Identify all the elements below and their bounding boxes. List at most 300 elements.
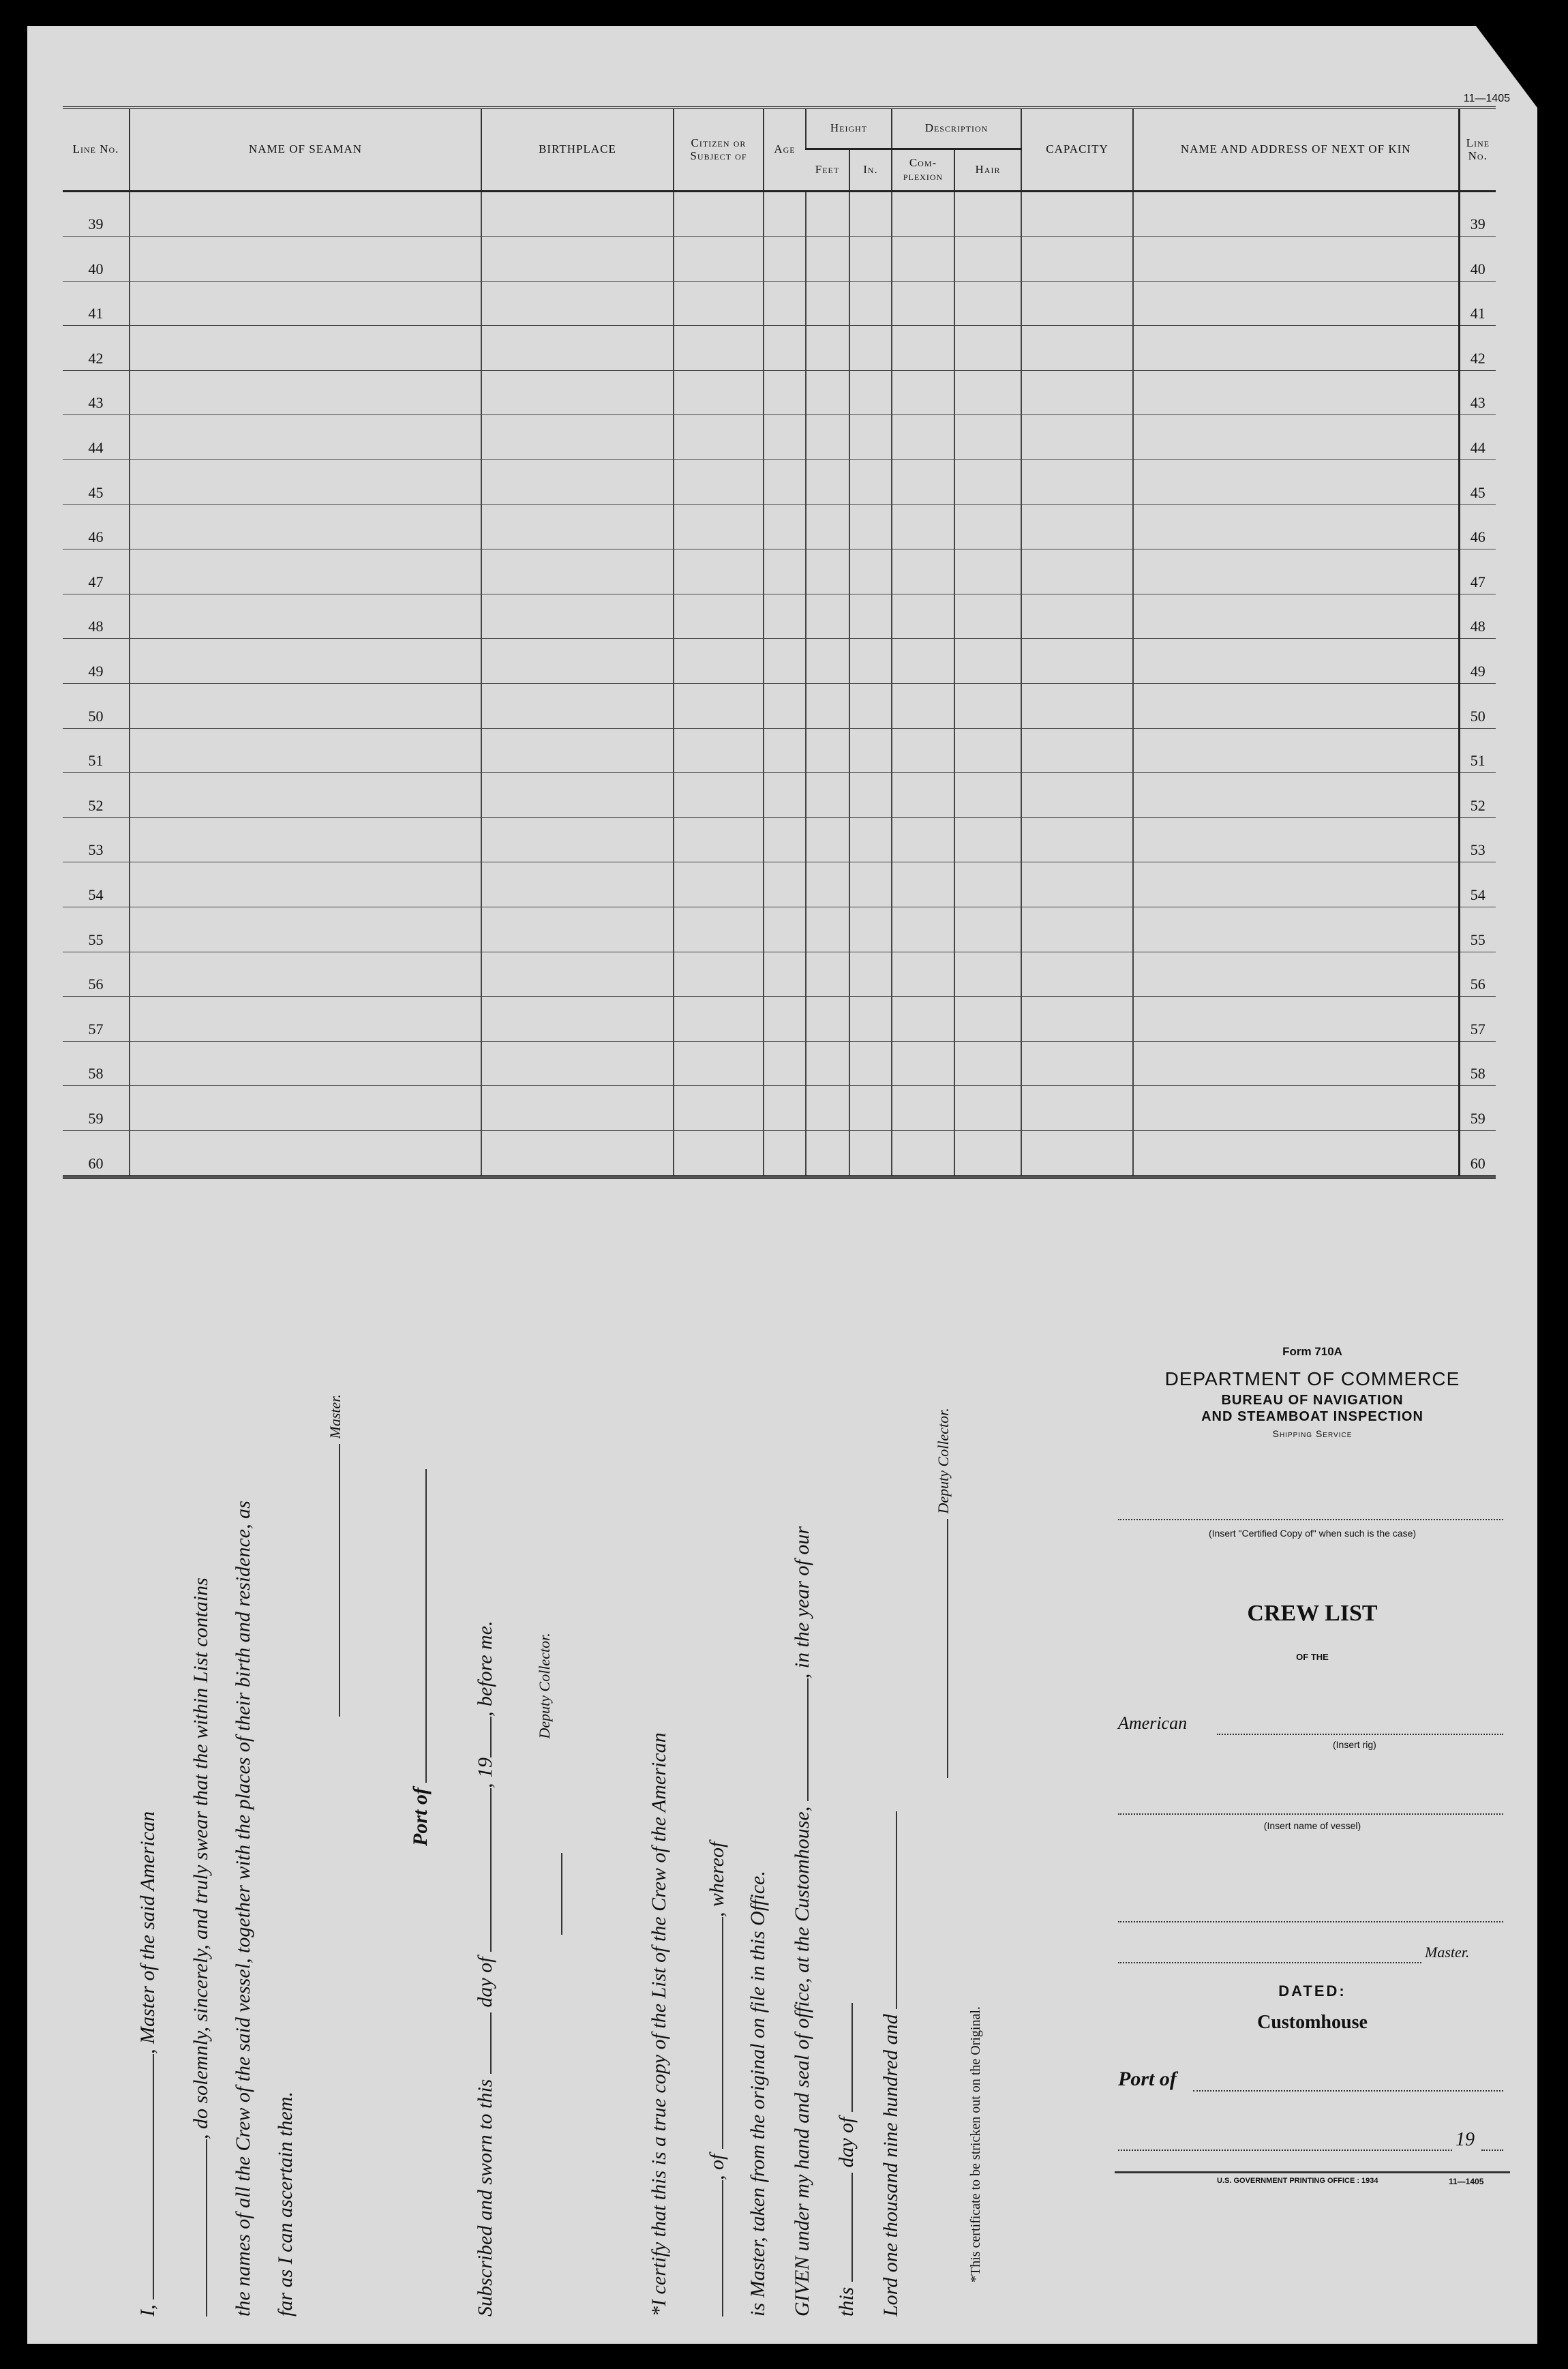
capacity-cell[interactable] bbox=[1021, 817, 1133, 862]
capacity-cell[interactable] bbox=[1021, 191, 1133, 237]
complexion-cell[interactable] bbox=[892, 1086, 954, 1131]
hair-cell[interactable] bbox=[954, 639, 1021, 684]
complexion-cell[interactable] bbox=[892, 370, 954, 415]
age-cell[interactable] bbox=[764, 907, 806, 952]
age-cell[interactable] bbox=[764, 191, 806, 237]
next-of-kin-cell[interactable] bbox=[1133, 594, 1459, 639]
next-of-kin-cell[interactable] bbox=[1133, 370, 1459, 415]
next-of-kin-cell[interactable] bbox=[1133, 773, 1459, 818]
inches-cell[interactable] bbox=[849, 997, 892, 1042]
inches-cell[interactable] bbox=[849, 504, 892, 549]
birthplace-cell[interactable] bbox=[481, 281, 674, 326]
birthplace-cell[interactable] bbox=[481, 728, 674, 773]
hair-cell[interactable] bbox=[954, 1086, 1021, 1131]
seaman-name-cell[interactable] bbox=[130, 907, 481, 952]
age-cell[interactable] bbox=[764, 684, 806, 729]
citizen-cell[interactable] bbox=[674, 817, 764, 862]
next-of-kin-cell[interactable] bbox=[1133, 862, 1459, 907]
next-of-kin-cell[interactable] bbox=[1133, 728, 1459, 773]
feet-cell[interactable] bbox=[806, 1041, 849, 1086]
given-day-blank[interactable] bbox=[836, 2173, 853, 2282]
age-cell[interactable] bbox=[764, 997, 806, 1042]
next-of-kin-cell[interactable] bbox=[1133, 460, 1459, 505]
capacity-cell[interactable] bbox=[1021, 460, 1133, 505]
header-citizen: Citizen or Subject of bbox=[674, 108, 764, 191]
complexion-cell[interactable] bbox=[892, 684, 954, 729]
birthplace-cell[interactable] bbox=[481, 1086, 674, 1131]
citizen-cell[interactable] bbox=[674, 504, 764, 549]
insert-vessel-note: (Insert name of vessel) bbox=[1263, 1820, 1361, 1831]
complexion-cell[interactable] bbox=[892, 1130, 954, 1177]
line-number-right: 56 bbox=[1459, 952, 1496, 997]
feet-cell[interactable] bbox=[806, 1086, 849, 1131]
citizen-cell[interactable] bbox=[674, 549, 764, 594]
header-inches: In. bbox=[849, 149, 892, 191]
next-of-kin-cell[interactable] bbox=[1133, 1130, 1459, 1177]
oath-line-2 bbox=[190, 1578, 213, 2317]
citizen-cell[interactable] bbox=[674, 460, 764, 505]
deputy-collector-label-2: Deputy Collector. bbox=[935, 1408, 952, 1514]
inches-cell[interactable] bbox=[849, 817, 892, 862]
seaman-name-cell[interactable] bbox=[130, 773, 481, 818]
line-number: 47 bbox=[63, 549, 130, 594]
hair-cell[interactable] bbox=[954, 237, 1021, 282]
age-cell[interactable] bbox=[764, 549, 806, 594]
complexion-cell[interactable] bbox=[892, 639, 954, 684]
feet-cell[interactable] bbox=[806, 728, 849, 773]
feet-cell[interactable] bbox=[806, 684, 849, 729]
age-cell[interactable] bbox=[764, 460, 806, 505]
age-cell[interactable] bbox=[764, 415, 806, 460]
header-feet: Feet bbox=[806, 149, 849, 191]
line-number-right: 48 bbox=[1459, 594, 1496, 639]
header-hair: Hair bbox=[954, 149, 1021, 191]
vessel-name-blank-cover[interactable] bbox=[1118, 1813, 1503, 1815]
hair-cell[interactable] bbox=[954, 1041, 1021, 1086]
birthplace-cell[interactable] bbox=[481, 415, 674, 460]
birthplace-cell[interactable] bbox=[481, 952, 674, 997]
given-month-blank[interactable] bbox=[836, 2003, 853, 2112]
inches-cell[interactable] bbox=[849, 1041, 892, 1086]
citizen-cell[interactable] bbox=[674, 191, 764, 237]
next-of-kin-cell[interactable] bbox=[1133, 415, 1459, 460]
feet-cell[interactable] bbox=[806, 237, 849, 282]
birthplace-cell[interactable] bbox=[481, 549, 674, 594]
hair-cell[interactable] bbox=[954, 907, 1021, 952]
seaman-name-cell[interactable] bbox=[130, 952, 481, 997]
seaman-name-cell[interactable] bbox=[130, 817, 481, 862]
complexion-cell[interactable] bbox=[892, 191, 954, 237]
bureau-line-2: AND STEAMBOAT INSPECTION bbox=[1201, 1409, 1423, 1424]
hair-cell[interactable] bbox=[954, 952, 1021, 997]
seaman-name-cell[interactable] bbox=[130, 504, 481, 549]
inches-cell[interactable] bbox=[849, 415, 892, 460]
line-number: 46 bbox=[63, 504, 130, 549]
inches-cell[interactable] bbox=[849, 191, 892, 237]
given-this: this bbox=[835, 2287, 858, 2317]
inches-cell[interactable] bbox=[849, 549, 892, 594]
capacity-cell[interactable] bbox=[1021, 639, 1133, 684]
capacity-cell[interactable] bbox=[1021, 594, 1133, 639]
subscribed-day-blank[interactable] bbox=[475, 2012, 492, 2074]
age-cell[interactable] bbox=[764, 1041, 806, 1086]
inches-cell[interactable] bbox=[849, 370, 892, 415]
table-row bbox=[63, 639, 1496, 684]
next-of-kin-cell[interactable] bbox=[1133, 281, 1459, 326]
oath-line-4: far as I can ascertain them. bbox=[274, 2092, 297, 2317]
footnote: *This certificate to be stricken out on the Original. bbox=[968, 2006, 983, 2282]
hair-cell[interactable] bbox=[954, 817, 1021, 862]
next-of-kin-cell[interactable] bbox=[1133, 684, 1459, 729]
port-blank-2[interactable] bbox=[707, 1917, 723, 2149]
next-of-kin-cell[interactable] bbox=[1133, 549, 1459, 594]
customhouse-blank[interactable] bbox=[792, 1678, 809, 1801]
customhouse-label: Customhouse bbox=[1257, 2012, 1368, 2033]
capacity-cell[interactable] bbox=[1021, 415, 1133, 460]
seaman-name-cell[interactable] bbox=[130, 281, 481, 326]
next-of-kin-cell[interactable] bbox=[1133, 237, 1459, 282]
birthplace-cell[interactable] bbox=[481, 862, 674, 907]
inches-cell[interactable] bbox=[849, 281, 892, 326]
age-cell[interactable] bbox=[764, 817, 806, 862]
oath-i: I, bbox=[136, 2304, 159, 2317]
complexion-cell[interactable] bbox=[892, 281, 954, 326]
citizen-cell[interactable] bbox=[674, 415, 764, 460]
seaman-name-cell[interactable] bbox=[130, 594, 481, 639]
age-cell[interactable] bbox=[764, 370, 806, 415]
table-row bbox=[63, 326, 1496, 371]
next-of-kin-cell[interactable] bbox=[1133, 639, 1459, 684]
capacity-cell[interactable] bbox=[1021, 684, 1133, 729]
line-number: 58 bbox=[63, 1041, 130, 1086]
age-cell[interactable] bbox=[764, 728, 806, 773]
hair-cell[interactable] bbox=[954, 281, 1021, 326]
citizen-cell[interactable] bbox=[674, 773, 764, 818]
complexion-cell[interactable] bbox=[892, 415, 954, 460]
birthplace-cell[interactable] bbox=[481, 639, 674, 684]
seaman-name-cell[interactable] bbox=[130, 1041, 481, 1086]
age-cell[interactable] bbox=[764, 594, 806, 639]
seaman-name-cell[interactable] bbox=[130, 997, 481, 1042]
port-of-label: Port of bbox=[409, 1787, 432, 1846]
next-of-kin-cell[interactable] bbox=[1133, 1086, 1459, 1131]
feet-cell[interactable] bbox=[806, 1130, 849, 1177]
date-blank-cover[interactable] bbox=[1118, 2149, 1452, 2151]
complexion-cell[interactable] bbox=[892, 326, 954, 371]
citizen-cell[interactable] bbox=[674, 1041, 764, 1086]
year-blank-cover[interactable] bbox=[1481, 2149, 1503, 2151]
complexion-cell[interactable] bbox=[892, 817, 954, 862]
age-cell[interactable] bbox=[764, 952, 806, 997]
hair-cell[interactable] bbox=[954, 549, 1021, 594]
birthplace-cell[interactable] bbox=[481, 907, 674, 952]
capacity-cell[interactable] bbox=[1021, 237, 1133, 282]
hair-cell[interactable] bbox=[954, 326, 1021, 371]
birthplace-cell[interactable] bbox=[481, 684, 674, 729]
feet-cell[interactable] bbox=[806, 326, 849, 371]
feet-cell[interactable] bbox=[806, 504, 849, 549]
next-of-kin-cell[interactable] bbox=[1133, 504, 1459, 549]
feet-cell[interactable] bbox=[806, 549, 849, 594]
complexion-cell[interactable] bbox=[892, 460, 954, 505]
table-row bbox=[63, 594, 1496, 639]
birthplace-cell[interactable] bbox=[481, 460, 674, 505]
master-signature bbox=[322, 1394, 346, 1717]
deputy-signature-blank[interactable] bbox=[932, 1519, 948, 1778]
complexion-cell[interactable] bbox=[892, 728, 954, 773]
inches-cell[interactable] bbox=[849, 862, 892, 907]
line-number-right: 50 bbox=[1459, 684, 1496, 729]
hair-cell[interactable] bbox=[954, 684, 1021, 729]
complexion-cell[interactable] bbox=[892, 504, 954, 549]
citizen-cell[interactable] bbox=[674, 728, 764, 773]
capacity-cell[interactable] bbox=[1021, 773, 1133, 818]
next-of-kin-cell[interactable] bbox=[1133, 817, 1459, 862]
citizen-cell[interactable] bbox=[674, 907, 764, 952]
table-row bbox=[63, 1086, 1496, 1131]
header-birthplace: BIRTHPLACE bbox=[481, 108, 674, 191]
birthplace-cell[interactable] bbox=[481, 773, 674, 818]
oath-line-3: the names of all the Crew of the said vessel, together with the places of their birth and residence, as bbox=[232, 1500, 254, 2317]
seaman-name-cell[interactable] bbox=[130, 191, 481, 237]
age-cell[interactable] bbox=[764, 1130, 806, 1177]
capacity-cell[interactable] bbox=[1021, 549, 1133, 594]
birthplace-cell[interactable] bbox=[481, 370, 674, 415]
capacity-cell[interactable] bbox=[1021, 728, 1133, 773]
citizen-cell[interactable] bbox=[674, 952, 764, 997]
hair-cell[interactable] bbox=[954, 191, 1021, 237]
line-number: 41 bbox=[63, 281, 130, 326]
inches-cell[interactable] bbox=[849, 1086, 892, 1131]
line-number: 43 bbox=[63, 370, 130, 415]
inches-cell[interactable] bbox=[849, 907, 892, 952]
next-of-kin-cell[interactable] bbox=[1133, 326, 1459, 371]
capacity-cell[interactable] bbox=[1021, 370, 1133, 415]
complexion-cell[interactable] bbox=[892, 549, 954, 594]
certified-copy-blank[interactable] bbox=[1118, 1519, 1503, 1520]
next-of-kin-cell[interactable] bbox=[1133, 952, 1459, 997]
seaman-name-cell[interactable] bbox=[130, 460, 481, 505]
feet-cell[interactable] bbox=[806, 460, 849, 505]
given-year-blank[interactable] bbox=[881, 1811, 897, 2009]
capacity-cell[interactable] bbox=[1021, 1086, 1133, 1131]
birthplace-cell[interactable] bbox=[481, 191, 674, 237]
line-number: 42 bbox=[63, 326, 130, 371]
feet-cell[interactable] bbox=[806, 952, 849, 997]
birthplace-cell[interactable] bbox=[481, 817, 674, 862]
table-row bbox=[63, 817, 1496, 862]
seaman-name-cell[interactable] bbox=[130, 862, 481, 907]
inches-cell[interactable] bbox=[849, 684, 892, 729]
citizen-cell[interactable] bbox=[674, 370, 764, 415]
complexion-cell[interactable] bbox=[892, 952, 954, 997]
age-cell[interactable] bbox=[764, 773, 806, 818]
header-capacity: CAPACITY bbox=[1021, 108, 1133, 191]
citizen-cell[interactable] bbox=[674, 326, 764, 371]
citizen-cell[interactable] bbox=[674, 1130, 764, 1177]
citizen-cell[interactable] bbox=[674, 862, 764, 907]
birthplace-cell[interactable] bbox=[481, 594, 674, 639]
next-of-kin-cell[interactable] bbox=[1133, 191, 1459, 237]
complexion-cell[interactable] bbox=[892, 1041, 954, 1086]
seaman-name-cell[interactable] bbox=[130, 1086, 481, 1131]
of-the: OF THE bbox=[1296, 1652, 1329, 1662]
age-cell[interactable] bbox=[764, 504, 806, 549]
capacity-cell[interactable] bbox=[1021, 1130, 1133, 1177]
feet-cell[interactable] bbox=[806, 639, 849, 684]
next-of-kin-cell[interactable] bbox=[1133, 997, 1459, 1042]
hair-cell[interactable] bbox=[954, 728, 1021, 773]
hair-cell[interactable] bbox=[954, 773, 1021, 818]
hair-cell[interactable] bbox=[954, 415, 1021, 460]
seaman-name-cell[interactable] bbox=[130, 370, 481, 415]
citizen-cell[interactable] bbox=[674, 684, 764, 729]
seaman-name-cell[interactable] bbox=[130, 639, 481, 684]
feet-cell[interactable] bbox=[806, 773, 849, 818]
complexion-cell[interactable] bbox=[892, 594, 954, 639]
citizen-cell[interactable] bbox=[674, 1086, 764, 1131]
age-cell[interactable] bbox=[764, 1086, 806, 1131]
department-title: DEPARTMENT OF COMMERCE bbox=[1164, 1368, 1460, 1389]
capacity-cell[interactable] bbox=[1021, 997, 1133, 1042]
vessel-name-blank[interactable] bbox=[191, 2139, 207, 2317]
capacity-cell[interactable] bbox=[1021, 281, 1133, 326]
header-complexion: Com-plexion bbox=[892, 149, 954, 191]
age-cell[interactable] bbox=[764, 639, 806, 684]
table-row bbox=[63, 191, 1496, 237]
dated-label: DATED: bbox=[1278, 1982, 1346, 2000]
seaman-name-cell[interactable] bbox=[130, 415, 481, 460]
next-of-kin-cell[interactable] bbox=[1133, 907, 1459, 952]
line-number: 53 bbox=[63, 817, 130, 862]
next-of-kin-cell[interactable] bbox=[1133, 1041, 1459, 1086]
vessel-blank-2[interactable] bbox=[707, 2180, 723, 2317]
hair-cell[interactable] bbox=[954, 504, 1021, 549]
port-of-blank[interactable] bbox=[410, 1469, 427, 1783]
rig-blank[interactable] bbox=[1217, 1734, 1503, 1735]
birthplace-cell[interactable] bbox=[481, 326, 674, 371]
birthplace-cell[interactable] bbox=[481, 997, 674, 1042]
crew-list-title: CREW LIST bbox=[1247, 1601, 1378, 1626]
capacity-cell[interactable] bbox=[1021, 326, 1133, 371]
header-line-no-right: Line No. bbox=[1459, 108, 1496, 191]
inches-cell[interactable] bbox=[849, 728, 892, 773]
hair-cell[interactable] bbox=[954, 460, 1021, 505]
age-cell[interactable] bbox=[764, 326, 806, 371]
given-year-of-our: , in the year of our bbox=[791, 1526, 813, 1679]
hair-cell[interactable] bbox=[954, 1130, 1021, 1177]
capacity-cell[interactable] bbox=[1021, 862, 1133, 907]
cover-blank-line[interactable] bbox=[1118, 1921, 1503, 1922]
seaman-name-cell[interactable] bbox=[130, 237, 481, 282]
seaman-name-cell[interactable] bbox=[130, 1130, 481, 1177]
seaman-name-cell[interactable] bbox=[130, 728, 481, 773]
seaman-name-cell[interactable] bbox=[130, 326, 481, 371]
inches-cell[interactable] bbox=[849, 639, 892, 684]
feet-cell[interactable] bbox=[806, 817, 849, 862]
line-number: 60 bbox=[63, 1130, 130, 1177]
seaman-name-cell[interactable] bbox=[130, 684, 481, 729]
line-number-right: 58 bbox=[1459, 1041, 1496, 1086]
deputy-collector-label: Deputy Collector. bbox=[536, 1633, 553, 1739]
complexion-cell[interactable] bbox=[892, 862, 954, 907]
hair-cell[interactable] bbox=[954, 594, 1021, 639]
subscribed-19: , 19 bbox=[474, 1757, 496, 1788]
subscribed-before-me: , before me. bbox=[474, 1620, 496, 1717]
citizen-cell[interactable] bbox=[674, 997, 764, 1042]
table-row bbox=[63, 504, 1496, 549]
birthplace-cell[interactable] bbox=[481, 1041, 674, 1086]
master-name-blank[interactable] bbox=[138, 2054, 154, 2299]
citizen-cell[interactable] bbox=[674, 594, 764, 639]
line-number: 40 bbox=[63, 237, 130, 282]
birthplace-cell[interactable] bbox=[481, 1130, 674, 1177]
line-number-right: 53 bbox=[1459, 817, 1496, 862]
inches-cell[interactable] bbox=[849, 952, 892, 997]
citizen-cell[interactable] bbox=[674, 281, 764, 326]
given-line-3 bbox=[879, 1811, 903, 2317]
master-signature-blank[interactable] bbox=[324, 1444, 340, 1717]
shipping-service: Shipping Service bbox=[1272, 1428, 1353, 1439]
inches-cell[interactable] bbox=[849, 460, 892, 505]
feet-cell[interactable] bbox=[806, 370, 849, 415]
subscribed-month-blank[interactable] bbox=[475, 1788, 492, 1952]
complexion-cell[interactable] bbox=[892, 237, 954, 282]
header-line-no: Line No. bbox=[63, 108, 130, 191]
complexion-cell[interactable] bbox=[892, 907, 954, 952]
subscribed-year-blank[interactable] bbox=[475, 1717, 492, 1757]
birthplace-cell[interactable] bbox=[481, 237, 674, 282]
american-label: American bbox=[1118, 1713, 1188, 1733]
birthplace-cell[interactable] bbox=[481, 504, 674, 549]
hair-cell[interactable] bbox=[954, 862, 1021, 907]
feet-cell[interactable] bbox=[806, 594, 849, 639]
complexion-cell[interactable] bbox=[892, 773, 954, 818]
feet-cell[interactable] bbox=[806, 281, 849, 326]
citizen-cell[interactable] bbox=[674, 639, 764, 684]
hair-cell[interactable] bbox=[954, 370, 1021, 415]
table-row bbox=[63, 460, 1496, 505]
feet-cell[interactable] bbox=[806, 907, 849, 952]
feet-cell[interactable] bbox=[806, 997, 849, 1042]
feet-cell[interactable] bbox=[806, 191, 849, 237]
inches-cell[interactable] bbox=[849, 326, 892, 371]
citizen-cell[interactable] bbox=[674, 237, 764, 282]
master-label: Master. bbox=[327, 1394, 344, 1439]
age-cell[interactable] bbox=[764, 862, 806, 907]
age-cell[interactable] bbox=[764, 281, 806, 326]
capacity-cell[interactable] bbox=[1021, 952, 1133, 997]
inches-cell[interactable] bbox=[849, 594, 892, 639]
given-line bbox=[791, 1526, 814, 2317]
hair-cell[interactable] bbox=[954, 997, 1021, 1042]
capacity-cell[interactable] bbox=[1021, 907, 1133, 952]
seaman-name-cell[interactable] bbox=[130, 549, 481, 594]
feet-cell[interactable] bbox=[806, 415, 849, 460]
line-number-right: 39 bbox=[1459, 191, 1496, 237]
age-cell[interactable] bbox=[764, 237, 806, 282]
master-name-cover-blank[interactable] bbox=[1118, 1962, 1421, 1963]
capacity-cell[interactable] bbox=[1021, 504, 1133, 549]
port-of-blank-cover[interactable] bbox=[1193, 2090, 1503, 2092]
inches-cell[interactable] bbox=[849, 1130, 892, 1177]
feet-cell[interactable] bbox=[806, 862, 849, 907]
inches-cell[interactable] bbox=[849, 237, 892, 282]
inches-cell[interactable] bbox=[849, 773, 892, 818]
complexion-cell[interactable] bbox=[892, 997, 954, 1042]
true-copy-whereof: , whereof bbox=[706, 1841, 728, 1918]
capacity-cell[interactable] bbox=[1021, 1041, 1133, 1086]
